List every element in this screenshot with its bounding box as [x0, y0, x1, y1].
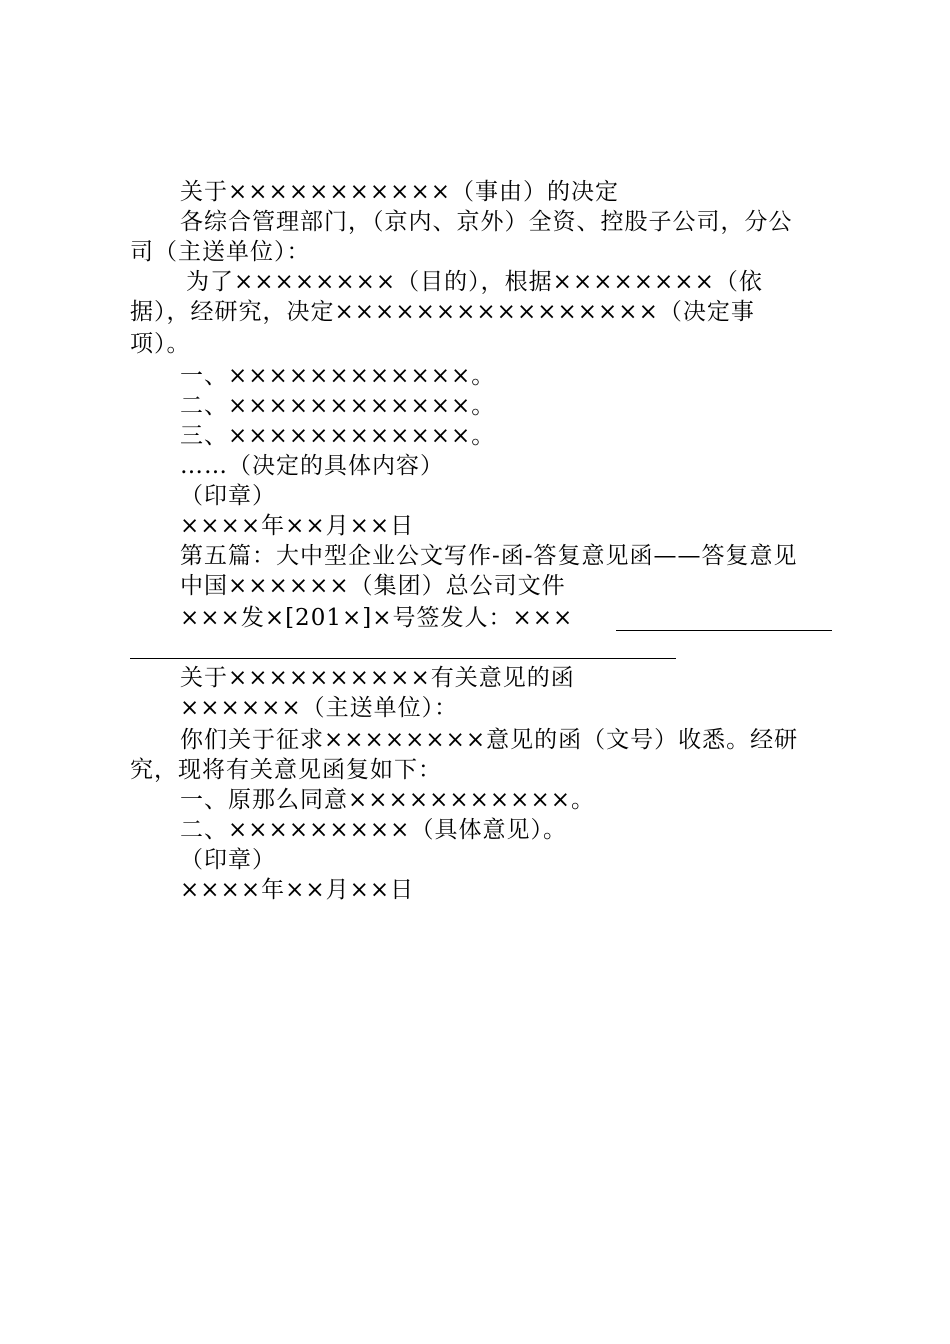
decision-body-line-1: 为了××××××××（目的），根据××××××××（依 — [186, 269, 763, 295]
letter-title: 关于××××××××××有关意见的函 — [180, 665, 575, 691]
section-title: 第五篇：大中型企业公文写作-函-答复意见函——答复意见 — [180, 543, 798, 569]
letter-seal: （印章） — [180, 847, 276, 873]
doc-number-underline — [616, 630, 832, 631]
letter-item-2: 二、×××××××××（具体意见）。 — [180, 817, 567, 843]
decision-item-2: 二、××××××××××××。 — [180, 393, 496, 419]
decision-recipient-line-2: 司（主送单位）： — [130, 239, 311, 265]
letter-item-1: 一、原那么同意×××××××××××。 — [180, 787, 595, 813]
decision-date: ××××年××月××日 — [180, 513, 415, 539]
decision-body-line-2: 据），经研究，决定××××××××××××××××（决定事 — [130, 299, 755, 325]
letter-doc-number: ×××发×[201×]×号签发人：××× — [180, 605, 574, 631]
letter-header: 中国××××××（集团）总公司文件 — [180, 573, 566, 599]
decision-title: 关于×××××××××××（事由）的决定 — [180, 179, 619, 205]
decision-item-more: ……（决定的具体内容） — [180, 453, 444, 479]
letter-body-line-1: 你们关于征求××××××××意见的函（文号）收悉。经研 — [180, 727, 799, 753]
header-divider-line — [130, 658, 676, 659]
decision-item-3: 三、××××××××××××。 — [180, 423, 496, 449]
decision-body-line-3: 项）。 — [130, 331, 191, 357]
letter-recipient: ××××××（主送单位）： — [180, 695, 459, 721]
decision-seal: （印章） — [180, 483, 276, 509]
letter-body-line-2: 究，现将有关意见函复如下： — [130, 757, 442, 783]
letter-date: ××××年××月××日 — [180, 877, 415, 903]
decision-recipient-line-1: 各综合管理部门，（京内、京外）全资、控股子公司，分公 — [180, 209, 793, 235]
decision-item-1: 一、××××××××××××。 — [180, 363, 496, 389]
